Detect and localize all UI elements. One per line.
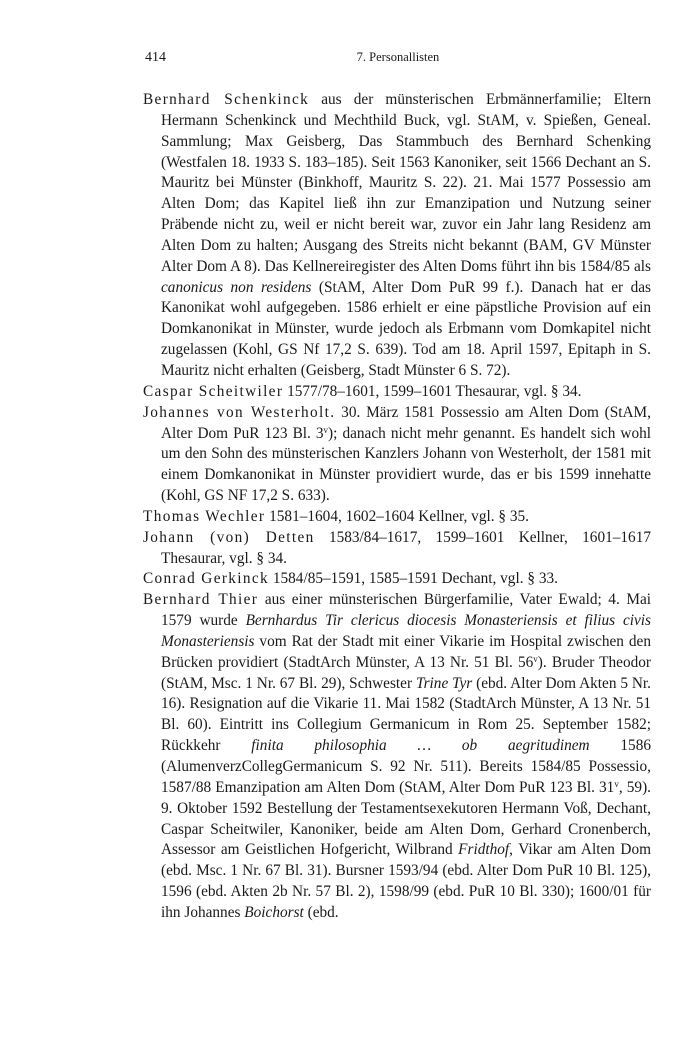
entry-name: Bernhard Schenkinck [143,91,310,108]
entry-name: Bernhard Thier [143,591,259,609]
entry-name: Conrad Gerkinck [143,570,270,588]
running-title: 7. Personallisten [356,50,440,64]
entry-johann-von-detten [143,528,651,570]
entry-name: Thomas Wechler [143,507,266,525]
entry-text: aus einer münsterischen Bürgerfamilie, Vater Ewald; 4. Mai 1579 wurde [161,591,651,630]
entry-bernhard-schenkinck [143,90,651,382]
entry-text: aus der münsterischen Erbmännerfamilie; Eltern Hermann Schenkinck und Mechthild Buck, vgl. StAM, v. Spießen, Geneal. Sammlung; Max Geisberg, Das Stammbuch des Bernhard Schenking (Westfalen 18. 1933 S. 183–185). Seit 1563 Kanoniker, seit 1566 Dechant an S. Mauritz bei Münster (Binkhoff, Mauritz S. 22). 21. Mai 1577 Possessio am Alten Dom; das Kapitel ließ ihn zur Emanzipation und Nutzung seiner Präbende nicht zu, weil er nicht bereit war, zuvor ein Jahr lang Residenz am Alten Dom zu halten; Ausgang des Streits nicht bekannt (BAM, GV Münster Alter Dom A 8). Das Kellnereiregister des Alten Doms führt ihn bis 1584/85 als [161,91,651,275]
entry-text: Vikar am Alten Dom (ebd. Msc. 1 Nr. 67 Bl. 31). Bursner 1593/94 (ebd. Alter Dom PuR 10 Bl. 125), 1596 (ebd. Akten 2b Nr. 57 Bl. 2), 1598/99 (ebd. PuR 10 Bl. 330); 1600/01 für ihn Johannes [161,841,651,921]
entry-johannes-von-westerholt [143,403,651,507]
entry-conrad-gerkinck [143,569,651,590]
entry-text: (ebd. [303,903,339,921]
page-header [145,50,651,70]
entry-caspar-scheitwiler [143,382,651,403]
entry-italic-text: Boichorst [244,903,304,921]
entry-name: Caspar Scheitwiler [143,382,284,400]
entry-text: ). Bruder Theodor (StAM, Msc. 1 Nr. 67 Bl. 29), Schwester [161,653,651,692]
superscript-verso: v [533,653,538,664]
entry-thomas-wechler [143,507,651,528]
entry-text: vom Rat der Stadt mit einer Vikarie im Hospital zwischen den Brücken providiert (StadtArch Münster, A 13 Nr. 51 Bl. 56 [161,632,651,671]
page-number: 414 [145,50,166,65]
entry-name: Johannes von Westerholt. [143,403,336,421]
entry-text: 30. März 1581 Possessio am Alten Dom (StAM, Alter Dom PuR 123 Bl. 3 [161,403,651,442]
entry-text: 1581–1604, 1602–1604 Kellner, vgl. § 35. [265,507,529,525]
entry-italic-text: Bernhardus Tir clericus diocesis Monasteriensis et filius civis Monasteriensis [161,612,651,650]
entry-text: 1586 (AlumenverzCollegGermanicum S. 92 Nr. 511). Bereits 1584/85 Possessio, 1587/88 Emanzipation am Alten Dom (StAM, Alter Dom PuR 123 Bl. 31 [161,737,652,796]
entry-text: 1583/84–1617, 1599–1601 Kellner, 1601–1617 Thesaurar, vgl. § 34. [161,528,651,567]
entry-text: 1577/78–1601, 1599–1601 Thesaurar, vgl. § 34. [283,382,582,400]
entry-italic-text: canonicus non residens [161,278,312,296]
entry-italic-text: finita philosophia … ob aegritudinem [251,737,590,755]
entry-text: 1584/85–1591, 1585–1591 Dechant, vgl. § 33. [269,570,558,588]
entry-text: (ebd. Alter Dom Akten 5 Nr. 16). Resignation auf die Vikarie 11. Mai 1582 (StadtArch Münster, A 13 Nr. 51 Bl. 60). Eintritt ins Collegium Germanicum in Rom 25. September 1582; Rückkehr [161,674,651,755]
entry-text: ); danach nicht mehr genannt. Es handelt sich wohl um den Sohn des münsterischen Kanzlers Johann von Westerholt, der 1581 mit einem Domkanonikat in Münster providiert wurde, das er bis 1599 innehatte (Kohl, GS NF 17,2 S. 633). [161,424,651,505]
entry-bernhard-thier [143,590,651,924]
entry-italic-text: Fridthof, [458,841,513,859]
superscript-verso: v [614,778,619,789]
entry-italic-text: Trine Tyr [415,674,473,692]
entry-text: (StAM, Alter Dom PuR 99 f.). Danach hat er das Kanonikat wohl aufgegeben. 1586 erhielt er eine päpstliche Provision auf ein Domkanonikat in Münster, wurde jedoch als Erbmann vom Domkapitel nicht zugelassen (Kohl, GS Nf 17,2 S. 639). Tod am 18. April 1597, Epitaph in S. Mauritz nicht erhalten (Geisberg, Stadt Münster 6 S. 72). [161,278,651,379]
entry-text: , 59). 9. Oktober 1592 Bestellung der Testamentsexekutoren Hermann Voß, Dechant, Caspar Scheitwiler, Kanoniker, beide am Alten Dom, Gerhard Cronenberch, Assessor am Geistlichen Hofgericht, Wilbrand [161,778,651,859]
superscript-verso: v [323,424,329,435]
entry-name: Johann (von) Detten [143,528,315,546]
personnel-list [143,90,651,924]
